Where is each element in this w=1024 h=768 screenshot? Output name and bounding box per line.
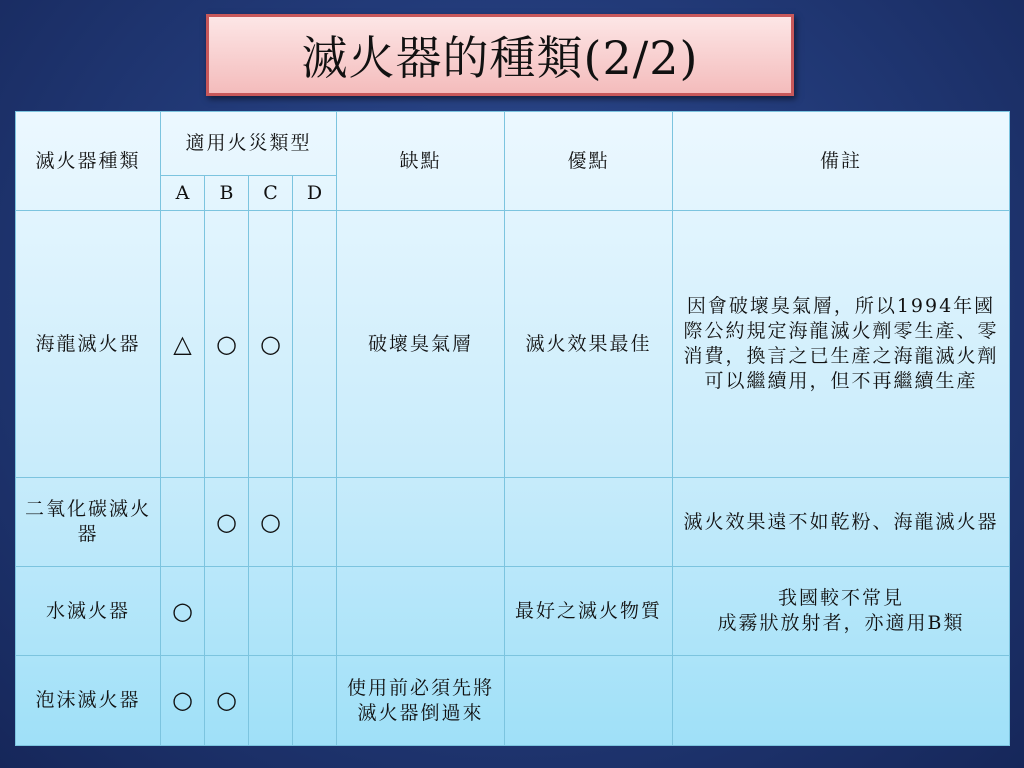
row-cons: 使用前必須先將滅火器倒過來 <box>337 656 505 746</box>
table-row <box>16 211 1010 478</box>
mark-cell: ○ <box>161 656 205 746</box>
mark-cell <box>293 656 337 746</box>
mark-cell <box>293 211 337 478</box>
row-type: 海龍滅火器 <box>16 211 161 478</box>
row-pros <box>505 478 673 567</box>
mark-cell: ○ <box>205 211 249 478</box>
row-type: 泡沫滅火器 <box>16 656 161 746</box>
row-notes: 我國較不常見 成霧狀放射者，亦適用B類 <box>673 567 1010 656</box>
row-notes <box>673 656 1010 746</box>
mark-cell: ○ <box>249 211 293 478</box>
header-notes: 備註 <box>673 112 1010 211</box>
mark-cell: ○ <box>161 567 205 656</box>
table-row <box>16 478 1010 567</box>
header-class-a: A <box>161 176 205 211</box>
row-cons <box>337 567 505 656</box>
header-row <box>16 112 1010 176</box>
table-row <box>16 656 1010 746</box>
slide-title: 滅火器的種類(2/2) <box>301 31 699 85</box>
row-cons: 破壞臭氣層 <box>337 211 505 478</box>
header-fire-class: 適用火災類型 <box>161 112 337 176</box>
mark-cell: ○ <box>205 478 249 567</box>
table-row <box>16 567 1010 656</box>
row-pros <box>505 656 673 746</box>
row-notes: 滅火效果遠不如乾粉、海龍滅火器 <box>673 478 1010 567</box>
mark-cell <box>161 478 205 567</box>
row-notes: 因會破壞臭氣層，所以1994年國際公約規定海龍滅火劑零生產、零消費，換言之已生產之海龍滅火劑可以繼續用，但不再繼續生產 <box>673 211 1010 478</box>
header-pros: 優點 <box>505 112 673 211</box>
title-box <box>206 14 794 96</box>
mark-cell <box>249 567 293 656</box>
mark-cell <box>293 567 337 656</box>
header-class-b: B <box>205 176 249 211</box>
mark-cell <box>293 478 337 567</box>
header-cons: 缺點 <box>337 112 505 211</box>
header-type: 滅火器種類 <box>16 112 161 211</box>
row-pros: 最好之滅火物質 <box>505 567 673 656</box>
row-cons <box>337 478 505 567</box>
mark-cell <box>205 567 249 656</box>
mark-cell: ○ <box>249 478 293 567</box>
header-class-c: C <box>249 176 293 211</box>
mark-cell <box>249 656 293 746</box>
extinguisher-table <box>15 111 1010 746</box>
mark-cell: ○ <box>205 656 249 746</box>
row-type: 水滅火器 <box>16 567 161 656</box>
row-type: 二氧化碳滅火器 <box>16 478 161 567</box>
header-class-d: D <box>293 176 337 211</box>
mark-cell: △ <box>161 211 205 478</box>
row-pros: 滅火效果最佳 <box>505 211 673 478</box>
